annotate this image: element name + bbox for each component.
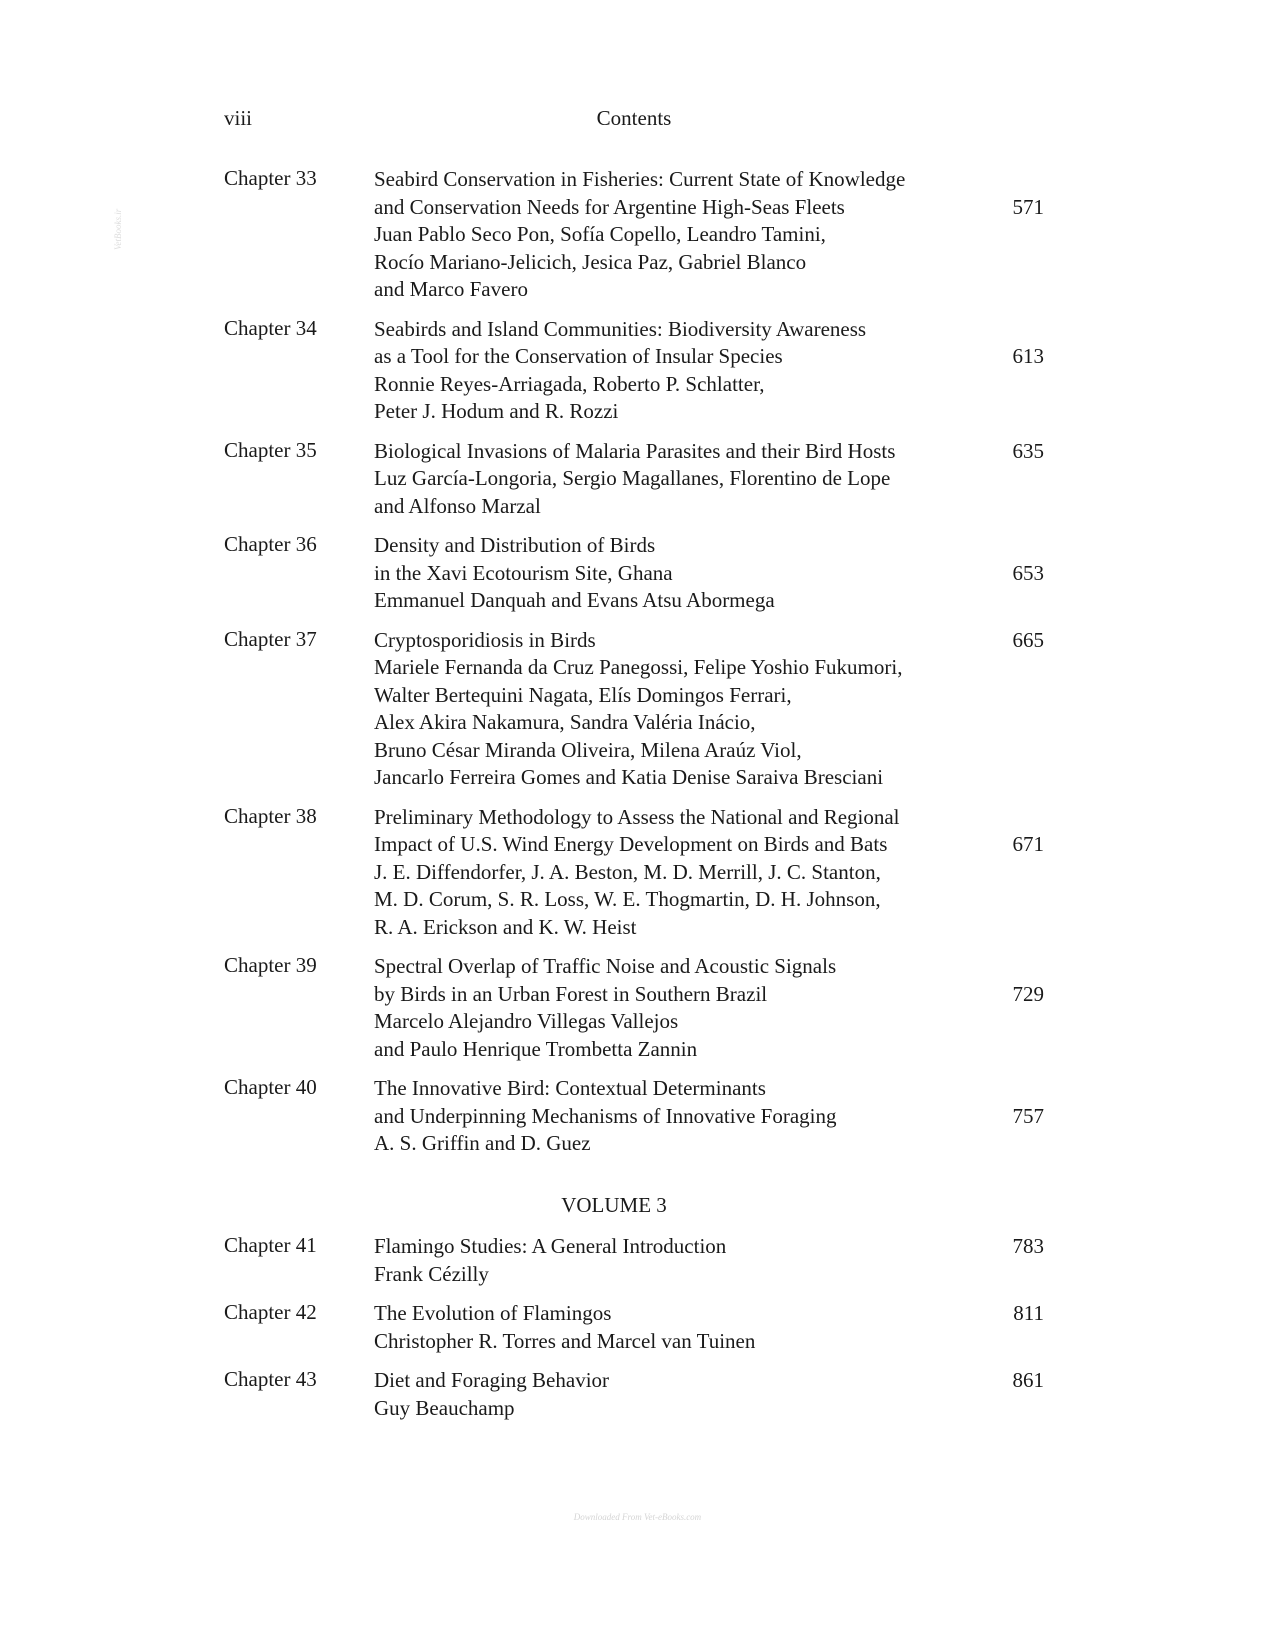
toc-entry — [224, 1300, 1044, 1355]
chapter-label: Chapter 35 — [224, 437, 317, 462]
bottom-watermark: Downloaded From Vet-eBooks.com — [573, 1512, 702, 1522]
running-title: Contents — [596, 106, 672, 130]
chapter-text-line: Bruno César Miranda Oliveira, Milena Araúz Viol, — [374, 737, 802, 762]
chapter-title-authors — [374, 627, 964, 792]
page-reference: 653 — [1012, 560, 1044, 585]
chapter-text-line: Density and Distribution of Birds — [374, 533, 656, 557]
chapter-title-authors — [374, 804, 964, 942]
chapter-text-line: and Conservation Needs for Argentine High-Seas Fleets — [374, 194, 845, 219]
chapter-text-line: A. S. Griffin and D. Guez — [374, 1131, 591, 1155]
chapter-text-line: and Alfonso Marzal — [374, 493, 541, 518]
chapter-label: Chapter 37 — [224, 626, 317, 651]
page-reference: 665 — [1012, 627, 1044, 652]
chapter-text-line: Diet and Foraging Behavior — [374, 1368, 610, 1392]
chapter-text-line: as a Tool for the Conservation of Insular Species — [374, 344, 783, 368]
chapter-text-line: Cryptosporidiosis in Birds — [374, 627, 596, 652]
chapter-text-line: Preliminary Methodology to Assess the National and Regional — [374, 804, 900, 829]
chapter-title-authors — [374, 438, 964, 521]
chapter-text-line: and Underpinning Mechanisms of Innovative Foraging — [374, 1103, 837, 1128]
chapter-text-line: and Marco Favero — [374, 277, 528, 301]
chapter-text-line: Ronnie Reyes-Arriagada, Roberto P. Schlatter, — [374, 371, 765, 396]
chapter-label: Chapter 41 — [224, 1233, 317, 1257]
toc-entry — [224, 1075, 1044, 1158]
chapter-label: Chapter 42 — [224, 1300, 317, 1324]
chapter-text-line: Marcelo Alejandro Villegas Vallejos — [374, 1009, 679, 1033]
chapter-text-line: in the Xavi Ecotourism Site, Ghana — [374, 560, 673, 585]
chapter-label: Chapter 33 — [224, 166, 317, 190]
chapter-text-line: by Birds in an Urban Forest in Southern Brazil — [374, 981, 768, 1006]
toc-entry — [224, 166, 1044, 304]
chapter-text-line: Luz García-Longoria, Sergio Magallanes, Florentino de Lope — [374, 466, 891, 490]
chapter-text-line: R. A. Erickson and K. W. Heist — [374, 914, 637, 939]
chapter-text-line: Emmanuel Danquah and Evans Atsu Abormega — [374, 588, 775, 612]
chapter-text-line: Impact of U.S. Wind Energy Development on Birds and Bats — [374, 832, 888, 856]
page-reference: 613 — [1012, 344, 1044, 368]
chapter-text-line: Rocío Mariano-Jelicich, Jesica Paz, Gabriel Blanco — [374, 249, 807, 274]
page-number: viii — [224, 106, 253, 130]
chapter-title-authors — [374, 953, 964, 1063]
side-watermark: VetBooks.ir — [113, 208, 123, 250]
chapter-title-authors — [374, 532, 964, 615]
toc-entry — [224, 804, 1044, 942]
chapter-label: Chapter 36 — [224, 532, 317, 556]
chapter-text-line: The Evolution of Flamingos — [374, 1301, 612, 1325]
chapter-title-authors — [374, 1075, 964, 1158]
toc-entry — [224, 532, 1044, 615]
chapter-label: Chapter 40 — [224, 1075, 317, 1099]
page-reference: 671 — [1012, 832, 1044, 856]
chapter-text-line: Biological Invasions of Malaria Parasites and their Bird Hosts — [374, 438, 896, 463]
chapter-text-line: Guy Beauchamp — [374, 1395, 515, 1420]
chapter-title-authors — [374, 166, 964, 304]
chapter-text-line: Spectral Overlap of Traffic Noise and Acoustic Signals — [374, 954, 837, 978]
toc-entry — [224, 316, 1044, 426]
chapter-text-line: Seabirds and Island Communities: Biodiversity Awareness — [374, 316, 867, 341]
chapter-text-line: The Innovative Bird: Contextual Determinants — [374, 1076, 766, 1100]
page-reference: 757 — [1012, 1103, 1044, 1128]
page-header — [224, 106, 1044, 136]
chapter-title-authors — [374, 1233, 964, 1288]
chapter-text-line: Seabird Conservation in Fisheries: Current State of Knowledge — [374, 167, 906, 191]
page-reference: 861 — [1012, 1368, 1044, 1392]
chapter-text-line: Jancarlo Ferreira Gomes and Katia Denise Saraiva Bresciani — [374, 765, 884, 789]
volume-heading: VOLUME 3 — [561, 1192, 667, 1217]
page-reference: 729 — [1012, 981, 1044, 1006]
chapter-label: Chapter 38 — [224, 803, 317, 828]
toc-entry — [224, 1233, 1044, 1288]
chapter-text-line: and Paulo Henrique Trombetta Zannin — [374, 1036, 698, 1061]
chapter-title-authors — [374, 1367, 964, 1422]
page-reference: 783 — [1012, 1234, 1044, 1258]
toc-entry — [224, 627, 1044, 792]
table-of-contents — [224, 166, 1044, 1434]
chapter-label: Chapter 43 — [224, 1367, 317, 1391]
chapter-title-authors — [374, 1300, 964, 1355]
chapter-label: Chapter 34 — [224, 315, 317, 340]
chapter-label: Chapter 39 — [224, 953, 317, 977]
chapter-text-line: Mariele Fernanda da Cruz Panegossi, Felipe Yoshio Fukumori, — [374, 655, 903, 679]
chapter-text-line: Flamingo Studies: A General Introduction — [374, 1234, 727, 1258]
chapter-text-line: M. D. Corum, S. R. Loss, W. E. Thogmartin, D. H. Johnson, — [374, 887, 881, 911]
chapter-text-line: Peter J. Hodum and R. Rozzi — [374, 399, 619, 423]
chapter-text-line: Alex Akira Nakamura, Sandra Valéria Inácio, — [374, 710, 756, 734]
chapter-text-line: Juan Pablo Seco Pon, Sofía Copello, Leandro Tamini, — [374, 222, 826, 246]
chapter-text-line: J. E. Diffendorfer, J. A. Beston, M. D. Merrill, J. C. Stanton, — [374, 859, 881, 884]
chapter-text-line: Christopher R. Torres and Marcel van Tuinen — [374, 1328, 756, 1353]
toc-entry — [224, 1367, 1044, 1422]
page-reference: 571 — [1012, 194, 1044, 219]
toc-entry — [224, 953, 1044, 1063]
toc-entry — [224, 438, 1044, 521]
page-reference: 811 — [1013, 1301, 1044, 1325]
chapter-title-authors — [374, 316, 964, 426]
chapter-text-line: Walter Bertequini Nagata, Elís Domingos Ferrari, — [374, 682, 792, 707]
page-reference: 635 — [1012, 438, 1044, 463]
chapter-text-line: Frank Cézilly — [374, 1261, 489, 1286]
